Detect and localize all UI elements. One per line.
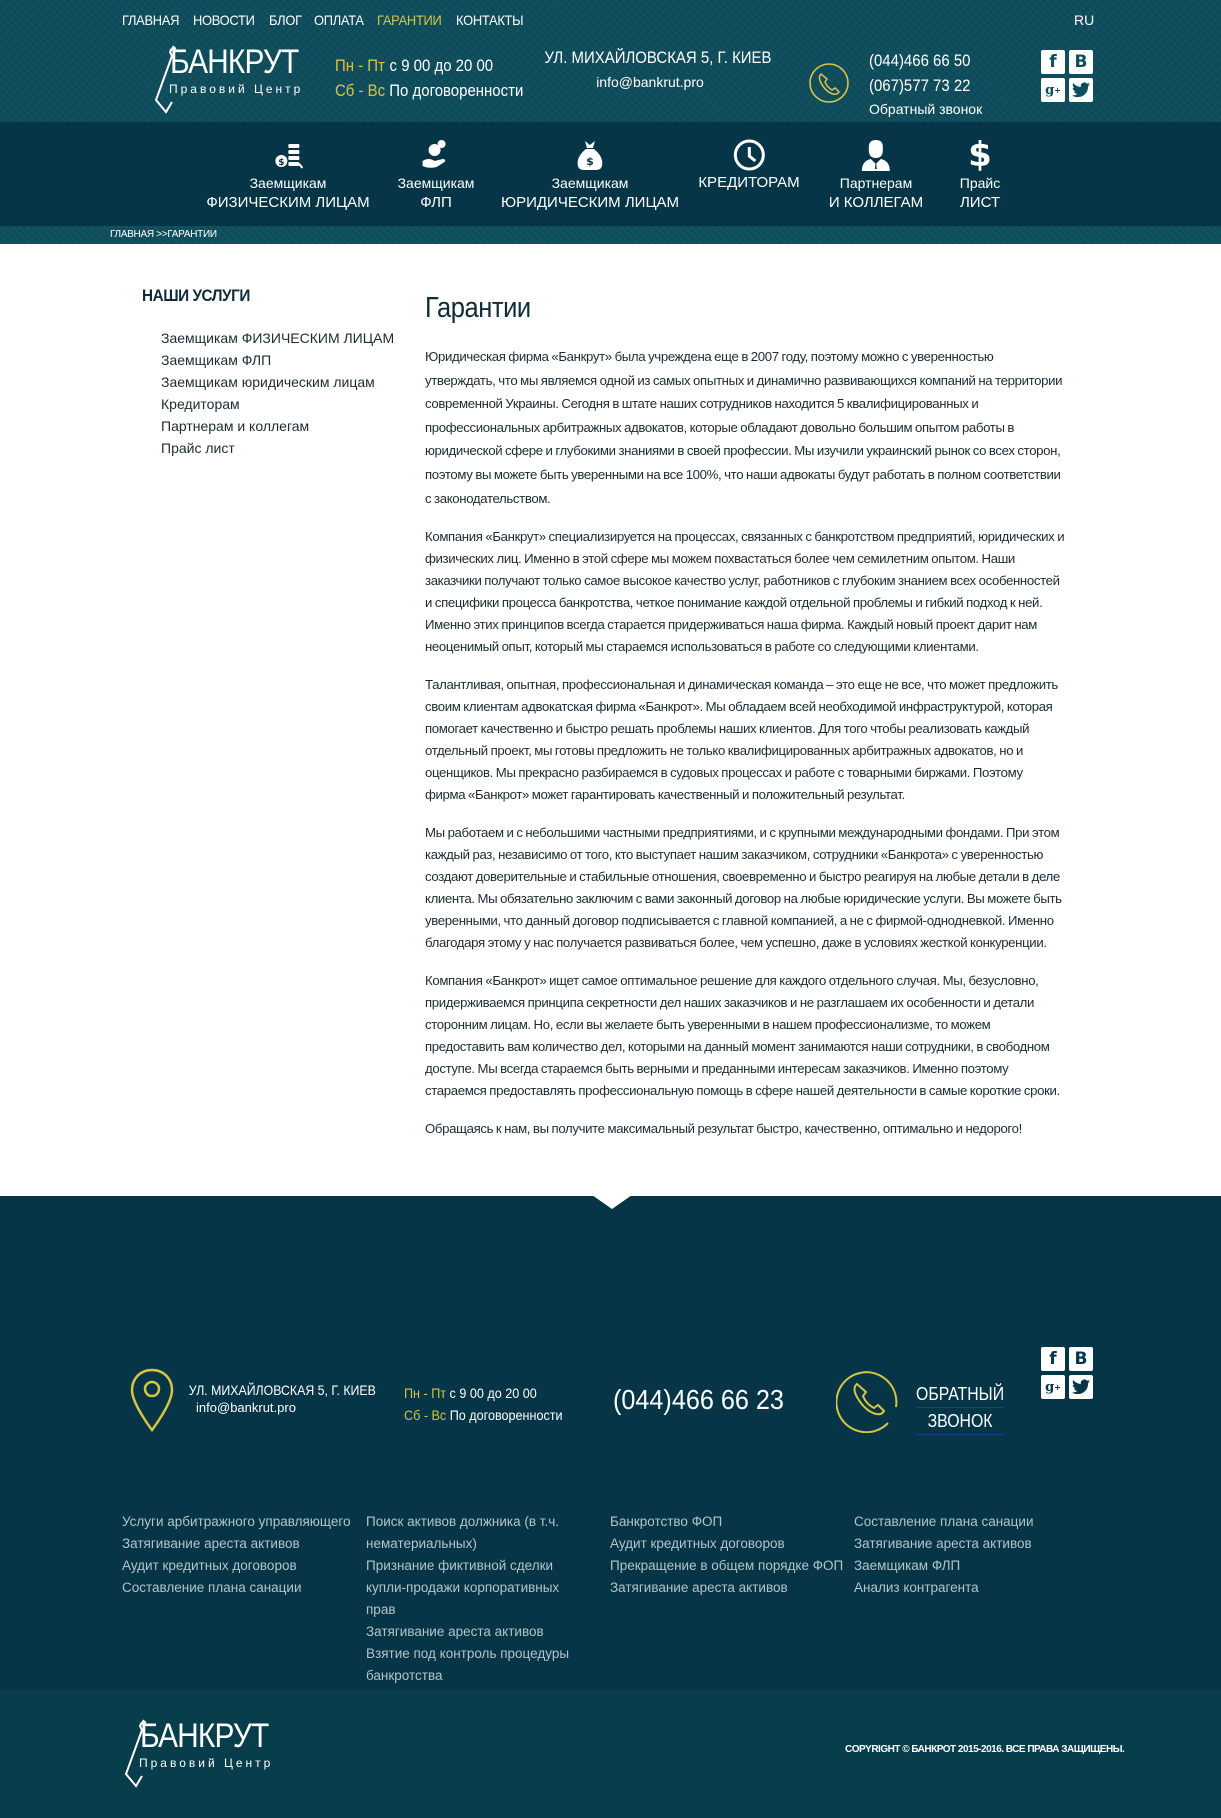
- sidebar-item-flp[interactable]: Заемщикам ФЛП: [161, 352, 272, 368]
- facebook-icon[interactable]: f: [1041, 1347, 1065, 1371]
- footer-link[interactable]: Затягивание ареста активов: [610, 1580, 788, 1595]
- service-nav-individuals[interactable]: [206, 137, 369, 213]
- footer-link[interactable]: Прекращение в общем порядке ФОП: [610, 1558, 844, 1573]
- top-nav-news[interactable]: НОВОСТИ: [193, 12, 255, 28]
- service-nav-line1: Прайс: [959, 175, 1001, 191]
- phone-icon: [808, 62, 850, 104]
- svg-text:$: $: [277, 158, 285, 168]
- sidebar-item-individuals[interactable]: Заемщикам ФИЗИЧЕСКИМ ЛИЦАМ: [161, 330, 395, 346]
- header-email[interactable]: info@bankrut.pro: [596, 74, 704, 90]
- weekday-label: Пн - Пт: [335, 56, 385, 75]
- sidebar-item: [161, 393, 382, 415]
- footer-link[interactable]: Составление плана санации: [854, 1514, 1034, 1529]
- article-paragraph: Обращаясь к нам, вы получите максимальный результат быстро, качественно, оптимально и недорого!: [425, 1121, 1022, 1137]
- copyright: COPYRIGHT © БАНКРОТ 2015-2016. ВСЕ ПРАВА ЗАЩИЩЕНЫ.: [845, 1744, 1125, 1755]
- footer-links: [122, 1511, 1098, 1687]
- bottom-bar: [0, 1690, 1221, 1818]
- header-address: [530, 48, 770, 90]
- site-header: [0, 0, 1221, 122]
- sidebar-menu: [142, 327, 395, 459]
- header-social: [1041, 50, 1093, 102]
- working-hours: [335, 53, 549, 103]
- weekend-label: Сб - Вс: [335, 81, 386, 100]
- logo[interactable]: [152, 44, 322, 116]
- vkontakte-icon[interactable]: B: [1069, 1347, 1093, 1371]
- service-nav-creditors[interactable]: [698, 137, 799, 193]
- header-phones: [869, 48, 984, 120]
- footer-phone-icon: [836, 1367, 902, 1433]
- sidebar-item-price-list[interactable]: Прайс лист: [161, 440, 235, 456]
- footer-street: УЛ. МИХАЙЛОВСКАЯ 5, Г. КИЕВ: [188, 1382, 376, 1398]
- phone-number-1[interactable]: (044)466 66 50: [869, 51, 971, 70]
- site-footer: [0, 1196, 1221, 1690]
- footer-links-column: [122, 1511, 366, 1687]
- footer-link-item: [854, 1511, 1098, 1533]
- street-address: УЛ. МИХАЙЛОВСКАЯ 5, Г. КИЕВ: [544, 48, 772, 67]
- article-paragraph: Талантливая, опытная, профессиональная и динамическая команда – это еще не все, что может предложить своим клиентам адвокатская фирма «Банкрот». Мы обладаем всей необходимой инфраструктурой, которая помогает качественно и быстро решать проблемы наших клиентов. Для того чтобы реализовать каждый отдельный проект, мы готовы предложить не только квалифицированных арбитражных адвокатов, но и оценщиков. Мы прекрасно разбираемся в судовых процессах и работе с товарными биржами. Поэтому фирма «Банкрот» может гарантировать качественный и положительный результат.: [425, 677, 1058, 803]
- footer-links-column: [366, 1511, 610, 1687]
- footer-email[interactable]: info@bankrut.pro: [196, 1400, 296, 1415]
- footer-link-item: [610, 1555, 854, 1577]
- footer-logo-title: БАНКРУТ: [140, 1717, 269, 1755]
- footer-link-item: [610, 1577, 854, 1599]
- google-plus-icon[interactable]: g +: [1041, 1375, 1065, 1399]
- hand-coin-icon: [398, 137, 475, 173]
- top-nav-payment[interactable]: ОПЛАТА: [313, 12, 364, 28]
- footer-weekend-hours: По договоренности: [449, 1407, 563, 1423]
- svg-text:$: $: [586, 155, 594, 168]
- footer-address: [181, 1382, 376, 1415]
- page-title: Гарантии: [425, 292, 531, 324]
- top-nav-blog[interactable]: БЛОГ: [269, 12, 302, 28]
- sidebar-item: [161, 349, 382, 371]
- footer-link[interactable]: Заемщикам ФЛП: [854, 1558, 961, 1573]
- footer-weekday-label: Пн - Пт: [404, 1385, 447, 1401]
- footer-weekday-hours: с 9 00 до 20 00: [449, 1385, 537, 1401]
- main-content: [0, 244, 1221, 1196]
- service-nav-partners[interactable]: [829, 137, 923, 213]
- sidebar-item-partners[interactable]: Партнерам и коллегам: [161, 418, 310, 434]
- service-nav-line2: ЮРИДИЧЕСКИМ ЛИЦАМ: [500, 194, 680, 211]
- phone-number-2[interactable]: (067)577 73 22: [869, 76, 971, 95]
- footer-link-item: [122, 1533, 366, 1555]
- service-nav-line2: И КОЛЛЕГАМ: [828, 194, 924, 211]
- top-nav-home[interactable]: ГЛАВНАЯ: [122, 12, 180, 28]
- footer-link-item: [366, 1555, 570, 1621]
- footer-link[interactable]: Поиск активов должника (в т.ч. нематериальных): [366, 1514, 559, 1551]
- footer-link[interactable]: Затягивание ареста активов: [122, 1536, 300, 1551]
- twitter-icon[interactable]: [1069, 1375, 1093, 1399]
- facebook-icon[interactable]: f: [1041, 50, 1065, 74]
- article: [425, 292, 1065, 1156]
- top-nav-contacts[interactable]: КОНТАКТЫ: [455, 12, 524, 28]
- footer-notch: [592, 1195, 632, 1209]
- footer-link-item: [610, 1511, 854, 1533]
- dollar-icon: $: [968, 135, 992, 175]
- footer-link[interactable]: Анализ контрагента: [854, 1580, 979, 1595]
- footer-link[interactable]: Аудит кредитных договоров: [610, 1536, 785, 1551]
- location-pin-icon: [130, 1368, 174, 1432]
- footer-link[interactable]: Затягивание ареста активов: [366, 1624, 544, 1639]
- logo-subtitle: Правовий Центр: [169, 82, 304, 96]
- footer-link-item: [610, 1533, 854, 1555]
- article-paragraph: Компания «Банкрот» ищет самое оптимальное решение для каждого отдельного случая. Мы, безусловно, придерживаемся принципа секретности дел наших заказчиков и не разглашаем их особенности и детали сторонним лицам. Но, если вы желаете быть уверенными в нашем профессионализме, то можем предоставить вам количество дел, которыми на данный момент занимаются наши сотрудники, в свободном доступе. Мы всегда стараемся быть верными и преданными интересам заказчиков. Именно поэтому стараемся предоставлять профессиональную помощь в сфере нашей деятельности в самые короткие сроки.: [425, 973, 1060, 1099]
- google-plus-icon[interactable]: g +: [1041, 78, 1065, 102]
- service-nav-line2: ФЛП: [420, 194, 452, 211]
- service-nav-price-list[interactable]: [960, 137, 1000, 213]
- footer-link-item: [122, 1511, 366, 1533]
- callback-line2: ЗВОНОК: [916, 1408, 1004, 1435]
- service-nav-legal-entities[interactable]: [501, 137, 679, 213]
- weekday-hours: с 9 00 до 20 00: [389, 56, 494, 75]
- vkontakte-icon[interactable]: B: [1069, 50, 1093, 74]
- footer-link[interactable]: Услуги арбитражного управляющего: [122, 1514, 351, 1529]
- callback-line1: ОБРАТНЫЙ: [916, 1381, 1004, 1408]
- top-nav-guarantees[interactable]: ГАРАНТИИ: [376, 12, 442, 28]
- footer-link-item: [854, 1555, 1098, 1577]
- sidebar-title: НАШИ УСЛУГИ: [142, 286, 250, 305]
- breadcrumb-bar: [0, 226, 1221, 244]
- breadcrumb-home[interactable]: ГЛАВНАЯ: [110, 229, 154, 240]
- service-nav-line1: Заемщикам: [551, 175, 629, 191]
- sidebar-item: [161, 415, 382, 437]
- footer-logo-subtitle: Правовий Центр: [139, 1756, 274, 1770]
- weekend-hours: По договоренности: [389, 81, 524, 100]
- logo-title: БАНКРУТ: [170, 43, 299, 81]
- footer-weekend-label: Сб - Вс: [404, 1407, 447, 1423]
- businessman-icon: [829, 137, 923, 173]
- footer-link[interactable]: Банкротство ФОП: [610, 1514, 723, 1529]
- footer-link-item: [122, 1555, 366, 1577]
- breadcrumb: [0, 226, 1221, 244]
- article-paragraph: Мы работаем и с небольшими частными предприятиями, и с крупными международными фондами. При этом каждый раз, независимо от того, кто выступает нашим заказчиком, сотрудники «Банкрота» с уверенностью создают доверительные и стабильные отношения, своевременно и быстро реагируя на любые детали в деле клиента. Мы обязательно заключим с вами законный договор на любые юридические услуги. Вы можете быть уверенными, что данный договор подписывается с главной компанией, а не с фирмой-однодневкой. Именно благодаря этому у нас получается развиваться более, чем успешно, даже в условиях жесткой конкуренции.: [425, 825, 1062, 951]
- footer-link[interactable]: Аудит кредитных договоров: [122, 1558, 297, 1573]
- service-nav-flp[interactable]: [398, 137, 475, 213]
- breadcrumb-separator: >>: [153, 229, 168, 240]
- service-nav-line2: КРЕДИТОРАМ: [698, 174, 800, 191]
- sidebar-item-legal-entities[interactable]: Заемщикам юридическим лицам: [161, 374, 375, 390]
- service-nav-line1: Заемщикам: [397, 175, 475, 191]
- footer-link-item: [122, 1577, 366, 1599]
- footer-link[interactable]: Составление плана санации: [122, 1580, 302, 1595]
- sidebar-item: [161, 437, 382, 459]
- footer-link-item: [366, 1621, 570, 1643]
- money-bag-icon: [501, 137, 679, 173]
- article-paragraph: Компания «Банкрут» специализируется на процессах, связанных с банкротством предприятий, юридических и физических лиц. Именно в этой сфере мы можем похвастаться более чем семилетним опытом. Наши заказчики получают только самое высокое качество услуг, работников с глубоким знанием всех особенностей и специфики процесса банкротства, четкое понимание каждой отдельной проблемы и гибкий подход к ней. Именно этих принципов всегда старается придерживаться наша фирма. Каждый новый проект дарит нам неоценимый опыт, который мы стараемся использоваться в работе со следующими клиентами.: [425, 529, 1065, 655]
- footer-link-item: [854, 1577, 1098, 1599]
- sidebar-item: [161, 327, 395, 349]
- footer-link[interactable]: Затягивание ареста активов: [854, 1536, 1032, 1551]
- footer-links-column: [610, 1511, 854, 1687]
- footer-links-column: [854, 1511, 1098, 1687]
- service-nav-line2: ФИЗИЧЕСКИМ ЛИЦАМ: [206, 194, 370, 211]
- footer-link-item: [854, 1533, 1098, 1555]
- coins-icon: [206, 137, 369, 173]
- footer-hours: [404, 1382, 580, 1426]
- footer-social: [1041, 1347, 1093, 1399]
- top-nav: [122, 12, 529, 28]
- clock-icon: [698, 137, 799, 173]
- sidebar-item-creditors[interactable]: Кредиторам: [161, 396, 240, 412]
- callback-link[interactable]: Обратный звонок: [869, 101, 983, 117]
- service-nav-line2: ЛИСТ: [959, 194, 1001, 211]
- article-paragraph: Юридическая фирма «Банкрут» была учреждена еще в 2007 году, поэтому можно с уверенностью утверждать, что мы являемся одной из самых опытных и динамично развивающихся компаний на территории современной Украины. Сегодня в штате наших сотрудников находится 5 квалифицированных и профессиональных арбитражных адвокатов, которые обладают довольно большим опытом работы в юридической сфере и глубокими знаниями в своей профессии. Мы изучили украинский рынок со всех сторон, поэтому вы можете быть уверенными на все 100%, что наши адвокаты будут работать в полном соответствии с законодательством.: [425, 349, 1063, 506]
- services-sidebar: [142, 286, 395, 459]
- footer-link-item: [366, 1511, 570, 1555]
- footer-logo[interactable]: [122, 1718, 292, 1790]
- twitter-icon[interactable]: [1069, 78, 1093, 102]
- footer-link[interactable]: Признание фиктивной сделки купли-продажи корпоративных прав: [366, 1558, 560, 1617]
- sidebar-item: [161, 371, 382, 393]
- service-nav-line1: Партнерам: [839, 175, 913, 191]
- language-selector[interactable]: RU: [1074, 12, 1095, 28]
- footer-phone[interactable]: (044)466 66 23: [613, 1384, 784, 1415]
- footer-link-item: [366, 1643, 570, 1687]
- breadcrumb-current: ГАРАНТИИ: [167, 229, 217, 240]
- footer-callback-link[interactable]: [910, 1381, 1010, 1435]
- service-nav-line1: Заемщикам: [249, 175, 327, 191]
- footer-link[interactable]: Взятие под контроль процедуры банкротства: [366, 1646, 570, 1683]
